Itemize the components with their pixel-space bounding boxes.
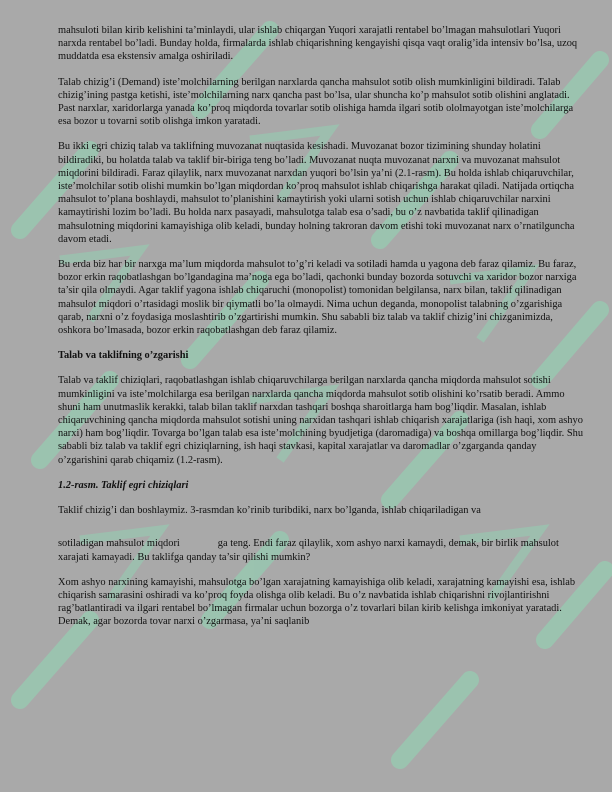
- figure-caption: 1.2-rasm. Taklif egri chiziqlari: [58, 479, 189, 491]
- paragraph-1: mahsuloti bilan kirib kelishini ta’minlaydi, ular ishlab chiqargan Yuqori xarajatli rentabel bo’lmagan mahsulotlari Yuqori narxda rentabel bo’ladi. Bunday holda, firmalarda ishlab chiqarishning kengayishi qisqa vaqt oralig’ida intensiv bo’lsa, uzoq muddatda esa ekstensiv amalga oshiriladi.: [58, 25, 578, 63]
- document-page: [58, 24, 586, 641]
- paragraph-2: Talab chizig’i (Demand) iste’molchilarning berilgan narxlarda qancha mahsulot sotib olish mumkinligini bildiradi. Talab chizig’ining pastga ketishi, iste’molchilarning narx qancha past bo’lsa, ular shuncha ko’p mahsulot sotib olishini anglatadi. Past narxlar, xaridorlarga yanada ko’proq miqdorda tovarlar sotib olishiga hamda ilgari sotib ololmayotgan iste’molchilarga esa bozor u tovarni sotib olishga imkon yaratadi.: [58, 76, 574, 128]
- paragraph-7-part-2: ga teng. Endi faraz qilaylik, xom ashyo narxi kamaydi, demak, bir birlik mahsulot xarajati kamayadi. Bu taklifga qanday ta’sir qilishi mumkin?: [58, 538, 559, 563]
- paragraph-5: Talab va taklif chiziqlari, raqobatlashgan ishlab chiqaruvchilarga berilgan narxlarda qancha miqdorda mahsulot sotishi mumkinligini va iste’molchilarga esa berilgan narxlarda qancha miqdorda mahsulot sotib olishini ko’rsatib beradi. Ammo shuni ham unutmaslik kerakki, talab bilan taklif narxdan tashqari boshqa sharoitlarga ham bog’liqdir. Masalan, ishlab chiqaruvchining qancha miqdorda mahsulot sotishi uning narxidan tashqari ishlab chiqarish xarajatlariga (ish haqi, xom ashyo narxi) ham bog’liqdir. Tovarga bo’lgan talab esa iste’molchining byudjetiga (daromadiga) va boshqa omillarga bog’liqdir. Shu sababli biz talab va taklif egri chiziqlarning, ish haqi stavkasi, kapital xarajatlar va daromadlar o’zgarganda qanday o’zgarishini qarab chiqamiz (1.2-rasm).: [58, 375, 584, 466]
- paragraph-4: Bu erda biz har bir narxga ma’lum miqdorda mahsulot to’g’ri keladi va sotiladi hamda u yagona deb faraz qilamiz. Bu faraz, bozor erkin raqobatlashgan bo’lgandagina ma’noga ega bo’ladi, qachonki bunday bozorda sotuvchi va xaridor bozor narxiga ta’sir qila olmaydi. Agar taklif yagona ishlab chiqaruchi (monopolist) tomonidan belgilansa, narx bilan, taklif qilinadigan mahsulot miqdori o’rtasidagi moslik bir qiymatli bo’la olmaydi. Nima uchun deganda, monopolist talabning o’zgarishiga qarab, narxni o’z foydasiga moslashtirib o’zgartirishi mumkin. Shu sababli biz talab va taklif chizig’ini chizganimizda, oshkora bo’lmasada, bozor erkin raqobatlashgan deb faraz qilamiz.: [58, 259, 577, 337]
- paragraph-3: Bu ikki egri chiziq talab va taklifning muvozanat nuqtasida kesishadi. Muvozanat bozor tizimining shunday holatini bildiradiki, bu holatda talab va taklif bir-biriga teng bo’ladi. Muvozanat nuqta muvozanat narxni va muvozanat mahsulot miqdorini bildiradi. Faraz qilaylik, narx muvozanat narxdan yuqori bo’lsin ya’ni (2.1-rasm). Bu holda ishlab chiqaruvchilar, iste’molchilar sotib olishi mumkin bo’lgan miqdordan ko’proq mahsulot ishlab chiqarishga harakat qiladi. Natijada ortiqcha mahsulot to’plana boshlaydi, mahsulot to’planishini kamaytirish yoki ularni sotish uchun ishlab chiqaruvchilar narxini kamaytirishi lozim bo’ladi. Bu holda narx pasayadi, mahsulotga talab esa o’sadi, bu o’z navbatida taklif qilinadigan mahsulotning miqdorini kamayishiga olib keladi, bunday holning takroran davom etishi toki muvozanat narx o’rnatilguncha davom etadi.: [58, 141, 575, 245]
- paragraph-7: [58, 537, 586, 563]
- paragraph-8: Xom ashyo narxining kamayishi, mahsulotga bo’lgan xarajatning kamayishiga olib keladi, xarajatning kamayishi esa, ishlab chiqarish samarasini oshiradi va ko’proq foyda olishga olib keladi. Bu o’z navbatida ishlab chiqarishni rivojlantirishni rag’batlantiradi va ilgari rentabel bo’lmagan firmalar uchun bozorga o’z tovarlari bilan kirib kelishga imkoniyat yaratadi. Demak, agar bozorda tovar narxi o’zgarmasa, ya’ni saqlanib: [58, 576, 576, 628]
- section-heading: Talab va taklifning o’zgarishi: [58, 350, 189, 362]
- paragraph-7-part-1: sotiladigan mahsulot miqdori: [58, 538, 180, 550]
- paragraph-6: Taklif chizig’i dan boshlaymiz. 3-rasmdan ko’rinib turibdiki, narx bo’lganda, ishlab chiqariladigan va: [58, 505, 481, 517]
